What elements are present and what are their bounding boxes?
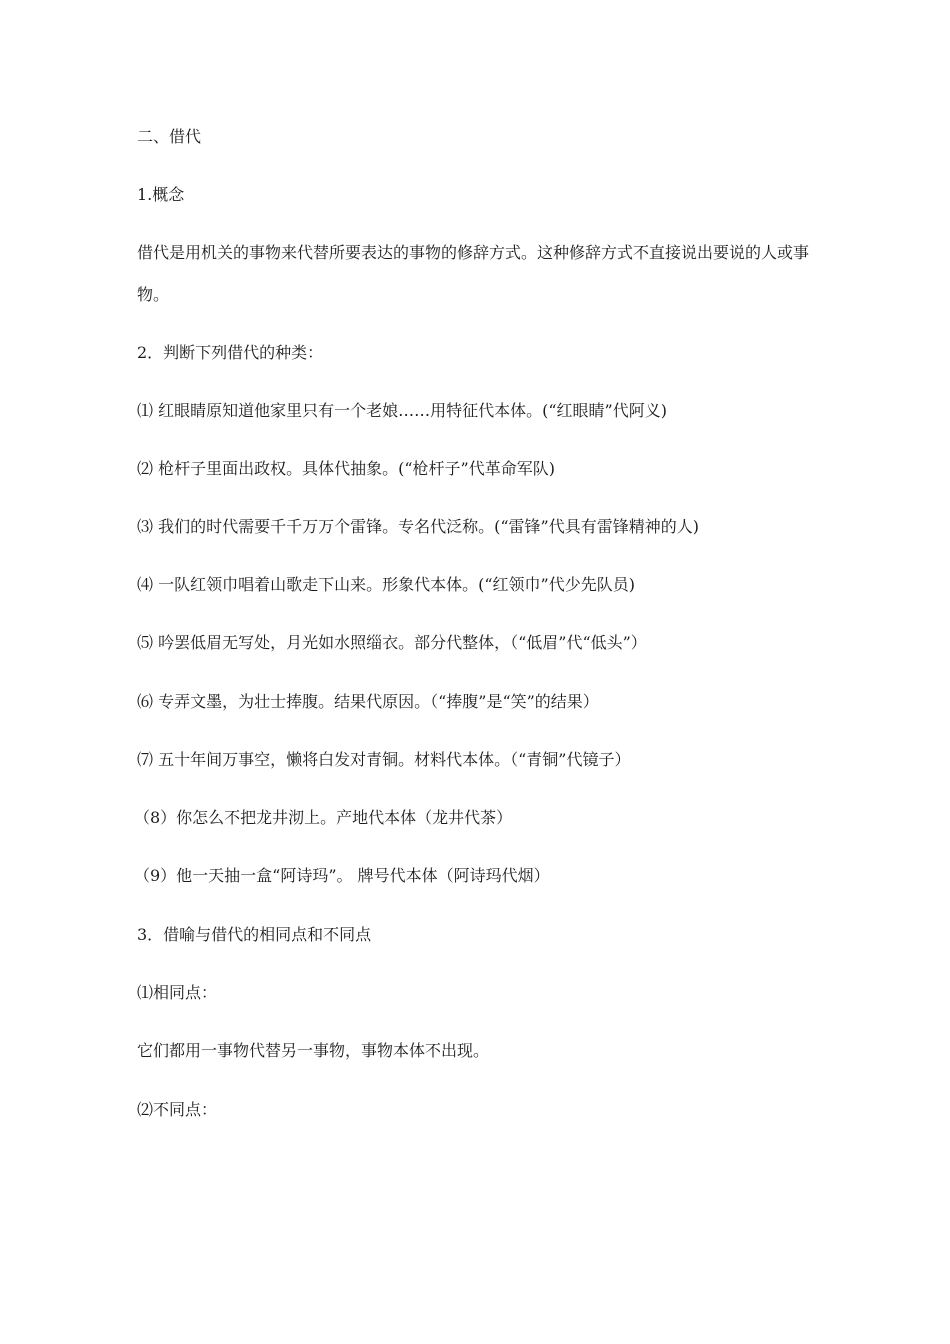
- type-item-4: ⑷ 一队红领巾唱着山歌走下山来。形象代本体。(“红领巾”代少先队员): [137, 575, 635, 594]
- type-item-7: ⑺ 五十年间万事空，懒将白发对青铜。材料代本体。（“青铜”代镜子）: [137, 750, 631, 769]
- type-item-9: （9）他一天抽一盒“阿诗玛”。 牌号代本体（阿诗玛代烟）: [134, 866, 550, 885]
- same-points-heading: ⑴相同点：: [137, 983, 218, 1002]
- type-item-8: （8）你怎么不把龙井沏上。产地代本体（龙井代茶）: [134, 808, 513, 827]
- type-item-2: ⑵ 枪杆子里面出政权。具体代抽象。(“枪杆子”代革命军队): [137, 459, 555, 478]
- section-heading: 二、借代: [137, 127, 202, 146]
- type-item-5: ⑸ 吟罢低眉无写处，月光如水照缁衣。部分代整体，（“低眉”代“低头”）: [137, 633, 647, 652]
- diff-points-heading: ⑵不同点：: [137, 1100, 218, 1119]
- concept-text: 借代是用机关的事物来代替所要表达的事物的修辞方式。这种修辞方式不直接说出要说的人或事物。: [137, 243, 810, 304]
- types-heading: 2．判断下列借代的种类：: [137, 343, 324, 362]
- concept-heading: 1.概念: [137, 185, 185, 204]
- type-item-6: ⑹ 专弄文墨，为壮士捧腹。结果代原因。（“捧腹”是“笑”的结果）: [137, 692, 599, 711]
- type-item-1: ⑴ 红眼睛原知道他家里只有一个老娘……用特征代本体。(“红眼睛”代阿义): [137, 401, 667, 420]
- type-item-3: ⑶ 我们的时代需要千千万万个雷锋。专名代泛称。(“雷锋”代具有雷锋精神的人): [137, 517, 699, 536]
- comparison-heading: 3．借喻与借代的相同点和不同点: [137, 925, 372, 944]
- same-points-text: 它们都用一事物代替另一事物，事物本体不出现。: [137, 1041, 490, 1060]
